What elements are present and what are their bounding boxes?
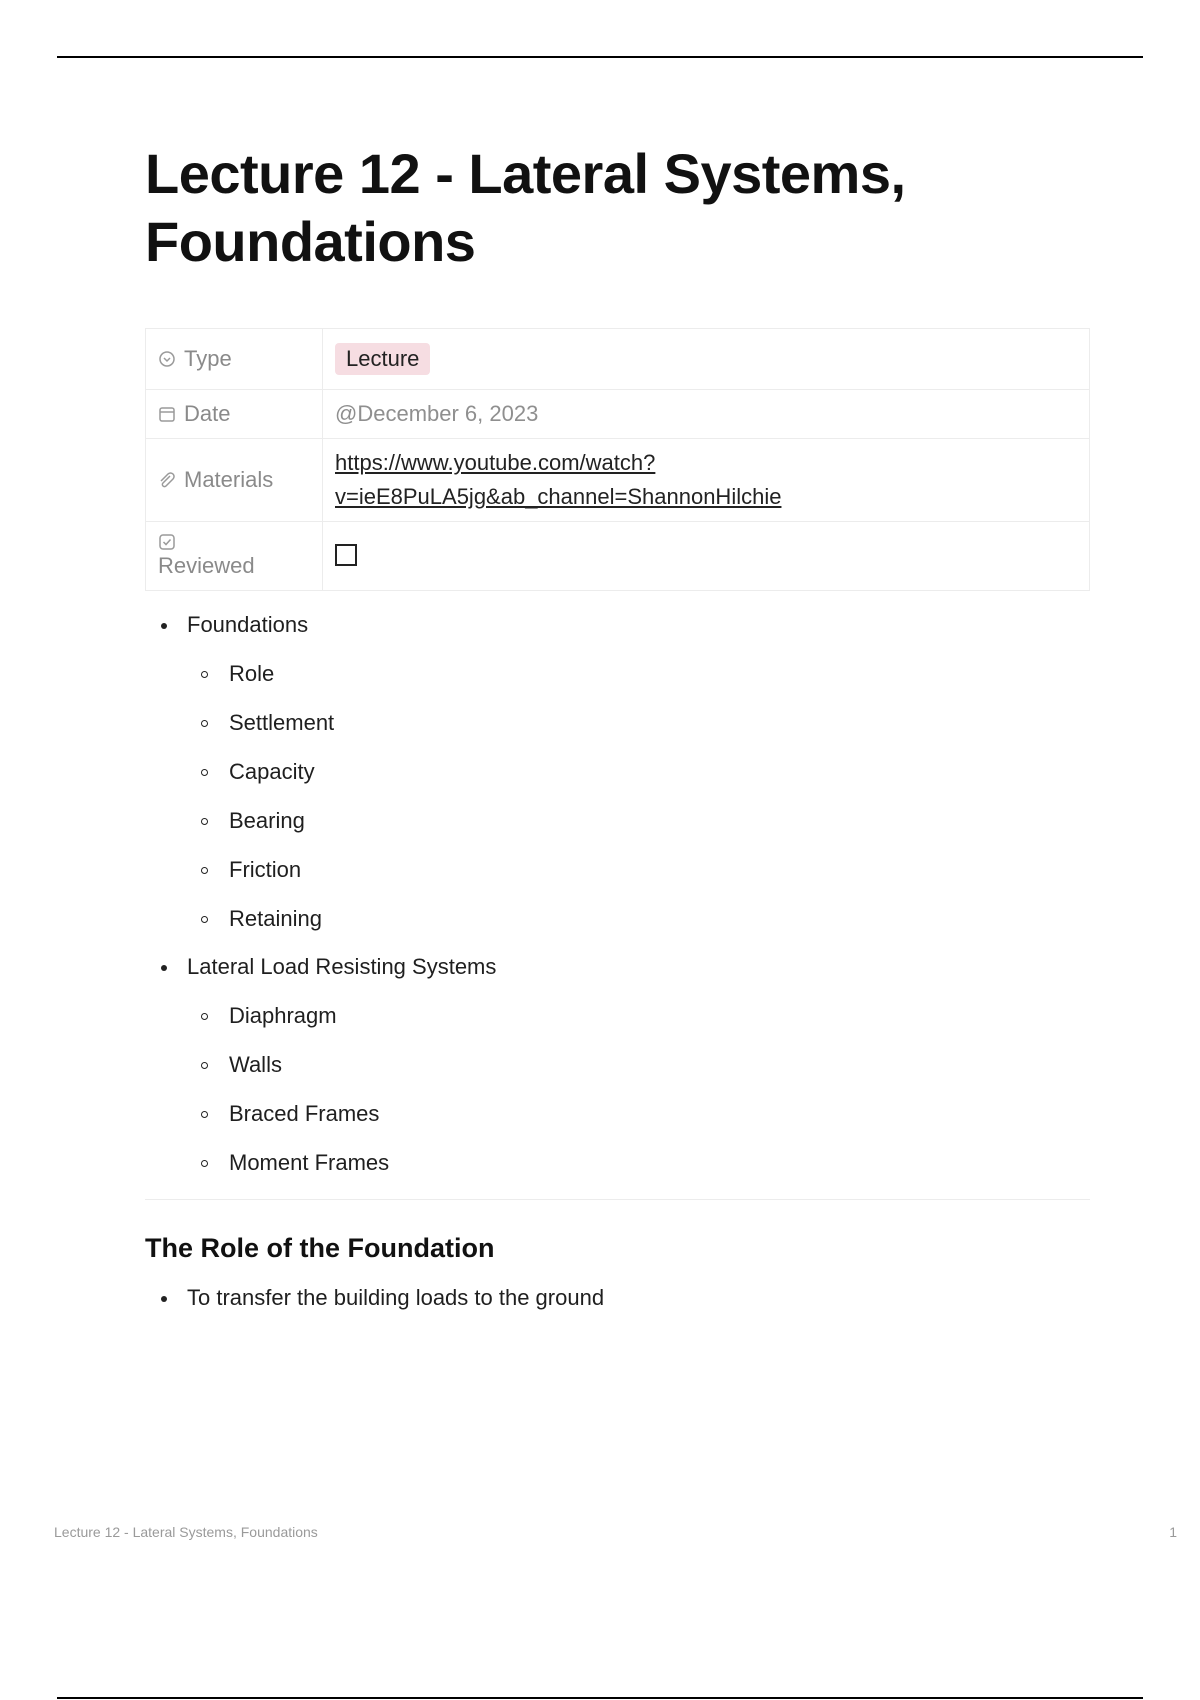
- calendar-icon: [158, 405, 176, 423]
- top-rule: [57, 56, 1143, 58]
- section-heading: The Role of the Foundation: [145, 1233, 495, 1263]
- property-label-date: Date: [184, 401, 231, 426]
- type-badge[interactable]: Lecture: [335, 343, 430, 375]
- properties-table: [145, 328, 1090, 591]
- list-item: Friction: [187, 845, 1090, 894]
- select-icon: [158, 350, 176, 368]
- list-item: [145, 943, 1090, 1187]
- property-row-date: [146, 390, 1090, 439]
- date-value[interactable]: @December 6, 2023: [335, 401, 539, 426]
- property-label-materials: Materials: [184, 467, 274, 492]
- paperclip-icon: [158, 471, 176, 489]
- list-item: [145, 601, 1090, 943]
- list-item: To transfer the building loads to the ground: [145, 1274, 1090, 1322]
- outline-item-foundations: Foundations: [187, 612, 309, 637]
- reviewed-checkbox[interactable]: [335, 544, 357, 566]
- checkbox-icon: [158, 533, 176, 551]
- bottom-rule: [57, 1697, 1143, 1699]
- outline-list: [145, 601, 1090, 1187]
- list-item: Retaining: [187, 894, 1090, 943]
- property-label-reviewed: Reviewed: [158, 553, 255, 578]
- list-item: Bearing: [187, 796, 1090, 845]
- sub-list: [187, 991, 1090, 1187]
- materials-link[interactable]: https://www.youtube.com/watch? v=ieE8PuLA5jg&ab_channel=ShannonHilchie: [335, 450, 782, 509]
- list-item: Moment Frames: [187, 1138, 1090, 1187]
- list-item: Capacity: [187, 747, 1090, 796]
- divider: [145, 1199, 1090, 1200]
- page-content: [145, 140, 1090, 1322]
- outline-item-lateral-systems: Lateral Load Resisting Systems: [187, 954, 497, 979]
- list-item: Diaphragm: [187, 991, 1090, 1040]
- list-item: Settlement: [187, 698, 1090, 747]
- sub-list: [187, 649, 1090, 943]
- section-bullets: [145, 1274, 1090, 1322]
- list-item: Role: [187, 649, 1090, 698]
- page-number: 1: [1169, 1524, 1177, 1540]
- list-item: Braced Frames: [187, 1089, 1090, 1138]
- list-item: Walls: [187, 1040, 1090, 1089]
- property-row-materials: [146, 439, 1090, 522]
- property-label-type: Type: [184, 346, 232, 371]
- footer-title: Lecture 12 - Lateral Systems, Foundations: [54, 1524, 318, 1540]
- property-row-type: [146, 329, 1090, 390]
- property-row-reviewed: [146, 522, 1090, 591]
- page-title: Lecture 12 - Lateral Systems, Foundations: [145, 142, 906, 273]
